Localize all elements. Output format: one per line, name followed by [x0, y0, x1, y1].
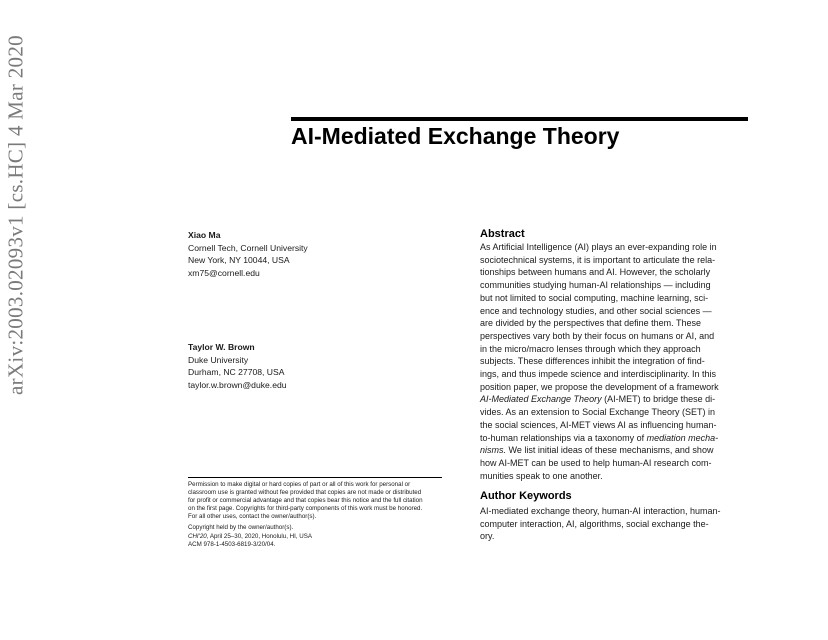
author-block-1 — [188, 229, 458, 279]
abstract-line: how AI-MET can be used to help human-AI research com- — [480, 457, 712, 468]
abstract-line: subjects. These differences inhibit the integration of find- — [480, 356, 705, 367]
permission-rule — [188, 477, 442, 478]
keywords-line: ory. — [480, 531, 495, 542]
author-affiliation: Duke University — [188, 354, 249, 365]
abstract-line: to-human relationships via a taxonomy of mediation mecha- — [480, 432, 719, 443]
abstract-line: vides. As an extension to Social Exchange Theory (SET) in — [480, 407, 715, 418]
abstract-line: in the micro/macro lenses through which they approach — [480, 343, 701, 354]
abstract-heading: Abstract — [480, 228, 525, 240]
abstract-line: munities speak to one another. — [480, 470, 603, 481]
abstract-line: nisms. We list initial ideas of these mechanisms, and show — [480, 445, 714, 456]
abstract-line: communities studying human-AI relationships — including — [480, 280, 711, 291]
author-email[interactable]: taylor.w.brown@duke.edu — [188, 379, 287, 390]
author-email[interactable]: xm75@cornell.edu — [188, 267, 260, 278]
abstract-heading-wrap — [480, 228, 740, 240]
permission-line: For all other uses, contact the owner/author(s). — [188, 513, 317, 521]
author-address: New York, NY 10044, USA — [188, 255, 290, 265]
permission-line: on the first page. Copyrights for third-party components of this work must be honored. — [188, 505, 423, 513]
abstract-line: As Artificial Intelligence (AI) plays an ever-expanding role in — [480, 242, 717, 252]
permission-line: classroom use is granted without fee provided that copies are not made or distributed — [188, 489, 422, 497]
abstract-line: tionships between humans and AI. However, the scholarly — [480, 267, 711, 278]
abstract-line: but not limited to social computing, machine learning, sci- — [480, 292, 709, 303]
keywords-heading: Author Keywords — [480, 490, 572, 502]
paper-title: AI-Mediated Exchange Theory — [291, 123, 620, 149]
title-rule — [291, 117, 748, 121]
abstract-body — [480, 241, 738, 482]
venue-name: CHI'20, — [188, 532, 209, 540]
author-address: Durham, NC 27708, USA — [188, 367, 285, 377]
keywords-line: computer interaction, AI, algorithms, social exchange the- — [480, 518, 709, 529]
abstract-line: ings, and thus impede science and interdisciplinarity. In this — [480, 369, 716, 380]
mediation-term-cont: nisms. — [480, 445, 507, 456]
author-name: Xiao Ma — [188, 230, 221, 240]
author-affiliation: Cornell Tech, Cornell University — [188, 242, 308, 253]
abstract-line: are divided by the perspectives that define them. These — [480, 318, 701, 329]
author-name: Taylor W. Brown — [188, 342, 255, 352]
isbn-line: ACM 978-1-4503-6819-3/20/04. — [188, 540, 276, 548]
abstract-line: AI-Mediated Exchange Theory (AI-MET) to bridge these di- — [480, 394, 716, 405]
mediation-term: mediation mecha- — [646, 432, 719, 443]
permission-line: Permission to make digital or hard copies of part or all of this work for personal or — [188, 481, 411, 488]
abstract-line: the social sciences, AI-MET views AI as influencing human- — [480, 419, 717, 430]
permission-notice — [188, 481, 446, 549]
keywords-line: AI-mediated exchange theory, human-AI interaction, human- — [480, 506, 721, 516]
venue-details: April 25–30, 2020, Honolulu, HI, USA — [208, 532, 312, 540]
abstract-line: position paper, we propose the development of a framework — [480, 381, 719, 392]
author-block-2 — [188, 341, 458, 391]
abstract-line: perspectives vary both by their focus on humans or AI, and — [480, 330, 715, 341]
copyright-line: Copyright held by the owner/author(s). — [188, 524, 294, 532]
framework-name: AI-Mediated Exchange Theory — [480, 394, 602, 405]
abstract-line: ence and technology studies, and other social sciences — — [480, 305, 712, 316]
permission-line: for profit or commercial advantage and that copies bear this notice and the full citation — [188, 497, 423, 505]
keywords-body — [480, 505, 738, 543]
venue-line — [188, 533, 446, 541]
keywords-heading-wrap — [480, 490, 740, 502]
abstract-line: sociotechnical systems, it is important to articulate the rela- — [480, 254, 716, 265]
arxiv-identifier-text: arXiv:2003.02093v1 [cs.HC] 4 Mar 2020 — [3, 35, 28, 395]
